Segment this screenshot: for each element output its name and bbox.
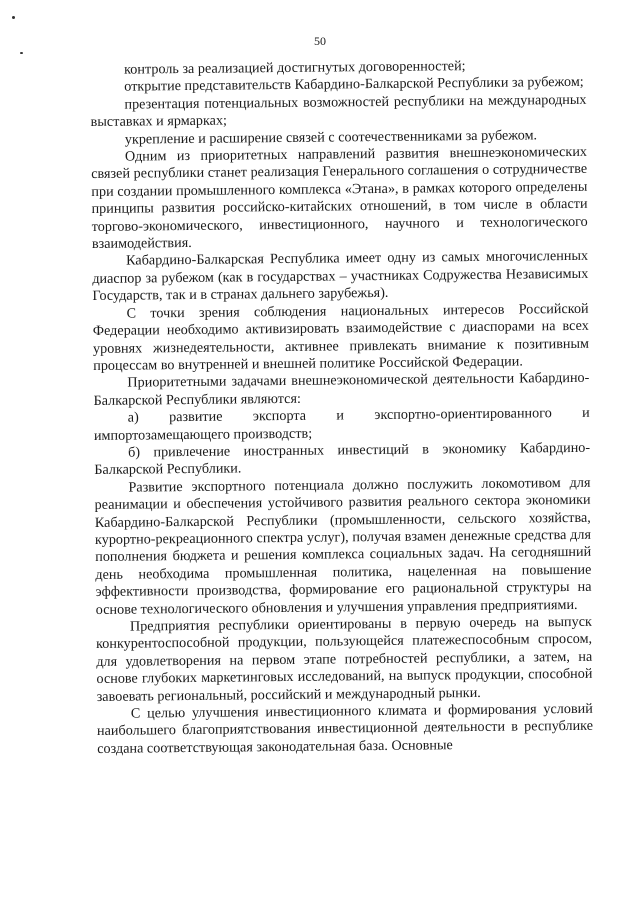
paragraph: Предприятия республики ориентированы в первую очередь на выпуск конкурентоспособной продукции, пользующейся платежеспособным спросом, для удовлетворения на первом этапе потребностей республики, а затем, на основе глубоких маркетинговых исследований, на выпуск продукции, способной завоевать региональный, российский и международный рынки. xyxy=(96,613,593,705)
list-item-b: б) привлечение иностранных инвестиций в экономику Кабардино-Балкарской Республики. xyxy=(94,439,591,479)
list-item-a: а) развитие экспорта и экспортно-ориентированного и импортозамещающего производств; xyxy=(93,404,590,444)
paragraph: презентация потенциальных возможностей республики на международных выставках и ярмарках; xyxy=(90,91,587,131)
paragraph: укрепление и расширение связей с соотечественниками за рубежом. xyxy=(124,126,538,148)
paragraph: С точки зрения соблюдения национальных интересов Российской Федерации необходимо активизировать взаимодействие с диаспорами на всех уровнях жизнедеятельности, активнее привлекать внимание к позитивным процессам во внутренней и внешней политике Российской Федерации. xyxy=(92,300,590,374)
paragraph: Кабардино-Балкарская Республика имеет одну из самых многочисленных диаспор за рубежом (как в государствах – участниках Содружества Независимых Государств, так и в странах дальнего зарубежья). xyxy=(92,248,589,305)
paragraph: С целью улучшения инвестиционного климата и формирования условий наибольшего благоприятствования инвестиционной деятельности в республике создана соответствующая законодательная база. Основные xyxy=(96,700,594,757)
paragraph: Одним из приоритетных направлений развития внешнеэкономических связей республики станет реализация Генерального соглашения о сотрудничестве при создании промышленного комплекса «Этана», в рамках которого определены принципы развития российско-китайских отношений, в том числе в области торгово-экономического, инвестиционного, научного и технологического взаимодействия. xyxy=(91,143,588,253)
document-body xyxy=(90,57,593,758)
page-number: 50 xyxy=(314,34,326,48)
paragraph: Развитие экспортного потенциала должно послужить локомотивом для реанимации и обеспечения устойчивого развития реального сектора экономики Кабардино-Балкарской Республики (промышленности, сельского хозяйства, курортно-рекреационного спектра услуг), получая взамен денежные средства для пополнения бюджета и решения комплекса социальных задач. На сегодняшний день необходима промышленная политика, нацеленная на повышение эффективности производства, формирование его рациональной структуры на основе технологического обновления и улучшения управления предприятиями. xyxy=(94,474,592,618)
paragraph: открытие представительств Кабардино-Балкарской Республики за рубежом; xyxy=(124,74,584,96)
paragraph: контроль за реализацией достигнутых договоренностей; xyxy=(123,58,466,78)
scan-speck xyxy=(20,52,23,54)
scan-speck xyxy=(12,16,15,19)
paragraph: Приоритетными задачами внешнеэкономической деятельности Кабардино-Балкарской Республики являются: xyxy=(93,370,590,409)
